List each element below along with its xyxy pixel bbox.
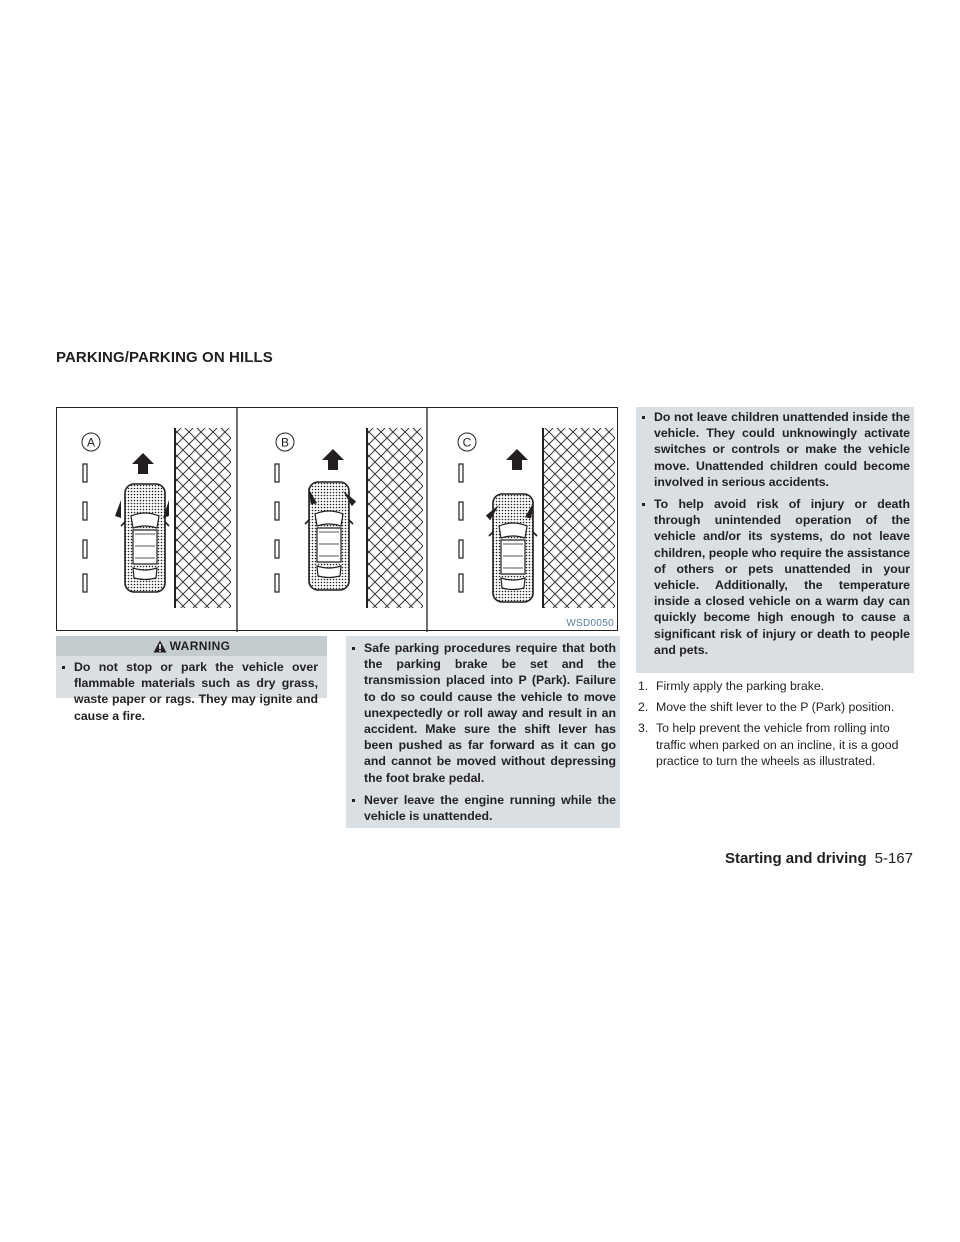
warning-header	[56, 636, 327, 656]
warning-triangle-icon	[153, 640, 167, 653]
label-c: C	[462, 435, 472, 450]
warning-item: Safe parking procedures require that both the parking brake be set and the transmission placed into P (Park). Failure to do so could cause the vehicle to move unexpectedly or roll away and result in an accident. Make sure the shift lever has been pushed as far forward as it can go and cannot be moved without depressing the foot brake pedal.	[346, 640, 616, 786]
warning-list-2	[346, 640, 616, 830]
section-title: PARKING/PARKING ON HILLS	[56, 349, 273, 366]
step-item: 3. To help prevent the vehicle from rolling into traffic when parked on an incline, it is a good practice to turn the wheels as illustrated.	[638, 721, 899, 768]
step-item: 1. Firmly apply the parking brake.	[638, 679, 825, 693]
parking-diagram	[57, 408, 619, 632]
panel-b	[275, 428, 423, 608]
procedure-steps	[636, 678, 914, 774]
figure-code: WSD0050	[566, 618, 614, 629]
label-a: A	[86, 435, 96, 450]
warning-item: Never leave the engine running while the vehicle is unattended.	[346, 792, 616, 824]
warning-heading: WARNING	[169, 639, 231, 653]
warning-item: Do not stop or park the vehicle over flammable materials such as dry grass, waste paper or rags. They may ignite and cause a fire.	[56, 659, 318, 724]
page-footer	[725, 850, 913, 867]
panel-a	[82, 428, 231, 608]
panel-c	[458, 428, 615, 608]
step-item: 2. Move the shift lever to the P (Park) position.	[638, 700, 895, 715]
label-b: B	[280, 435, 290, 450]
parking-illustration	[56, 407, 618, 631]
warning-list-1	[56, 659, 318, 730]
page-number: 5-167	[874, 850, 913, 867]
footer-section: Starting and driving	[724, 850, 867, 867]
warning-item: Do not leave children unattended inside the vehicle. They could unknowingly activate switches or controls or make the vehicle move. Unattended children could become involved in serious accidents.	[636, 409, 910, 490]
warning-list-3	[636, 409, 910, 664]
warning-item: To help avoid risk of injury or death through unintended operation of the vehicle and/or its systems, do not leave children, people who require the assistance of others or pets unattended in your vehicle. Additionally, the temperature inside a closed vehicle on a warm day can quickly become high enough to cause a significant risk of injury or death to people and pets.	[636, 496, 910, 658]
